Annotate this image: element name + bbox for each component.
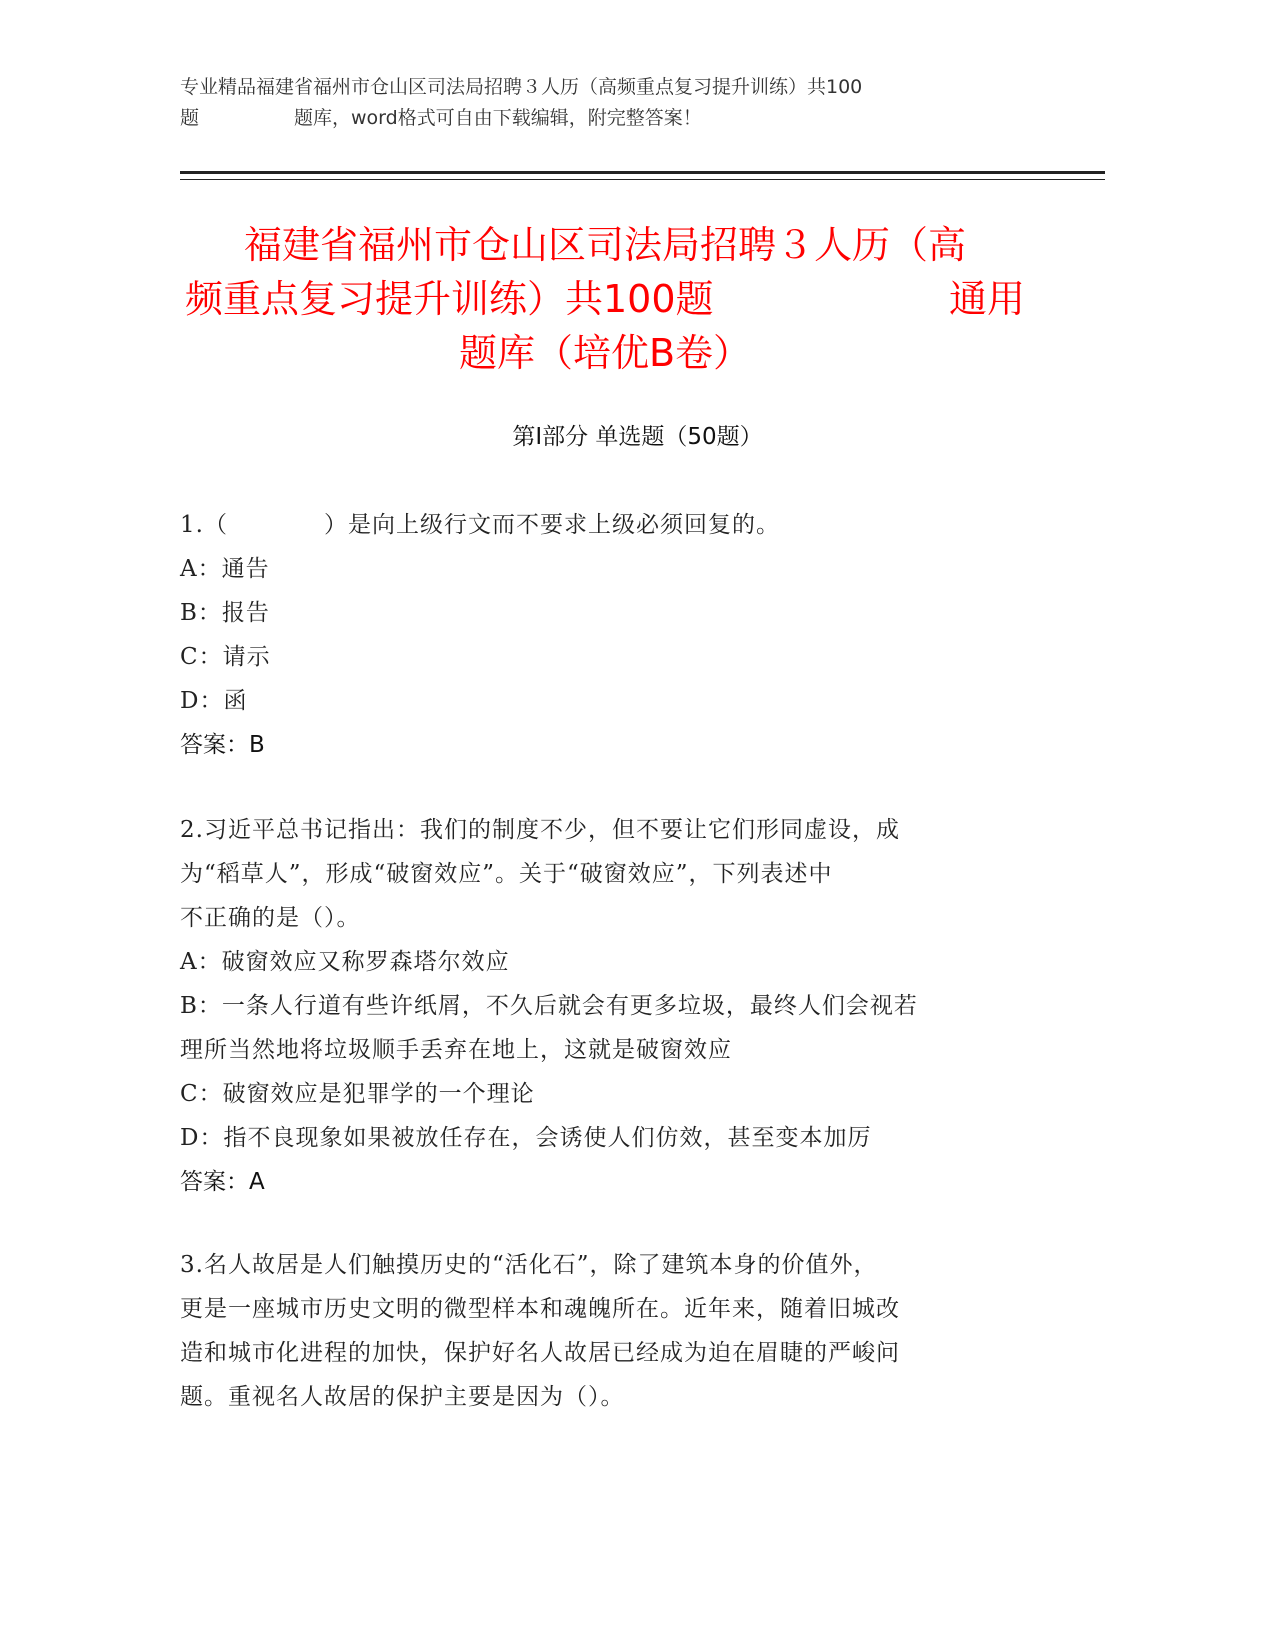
header-rule-thin [180,179,1105,180]
question-2-stem-line-1: 2.习近平总书记指出：我们的制度不少，但不要让它们形同虚设，成 [180,817,900,843]
header-line-2-prefix: 题 [180,107,200,129]
title-line-2 [185,272,1025,326]
title-line-2-right: 通用 [948,277,1025,321]
question-2-option-b-line-2: 理所当然地将垃圾顺手丢弃在地上，这就是破窗效应 [180,1037,732,1063]
question-2-option-b-line-1: B：一条人行道有些许纸屑，不久后就会有更多垃圾，最终人们会视若 [180,993,918,1019]
header-line-2 [180,103,1110,134]
question-2-stem-line-2: 为“稻草人”，形成“破窗效应”。关于“破窗效应”，下列表述中 [180,861,833,887]
question-3-stem-line-2: 更是一座城市历史文明的微型样本和魂魄所在。近年来，随着旧城改 [180,1296,900,1322]
header-rule-thick [180,171,1105,174]
question-3-stem-line-1: 3.名人故居是人们触摸历史的“活化石”，除了建筑本身的价值外， [180,1252,878,1278]
question-1-stem: 1.（ ）是向上级行文而不要求上级必须回复的。 [180,512,780,538]
question-1-option-b: B：报告 [180,600,270,626]
document-title [185,218,1025,380]
question-1-option-d: D：函 [180,688,248,714]
title-line-2-left: 频重点复习提升训练）共100题 [185,277,714,321]
question-3-stem-line-4: 题。重视名人故居的保护主要是因为（）。 [180,1384,625,1410]
question-3 [180,1243,1040,1419]
question-2-option-d: D：指不良现象如果被放任存在，会诱使人们仿效，甚至变本加厉 [180,1125,872,1151]
header-line-1: 专业精品福建省福州市仓山区司法局招聘３人历（高频重点复习提升训练）共100 [180,76,863,98]
title-line-1: 福建省福州市仓山区司法局招聘３人历（高 [243,223,966,267]
question-2 [180,808,1040,1204]
question-1-answer: 答案：B [180,732,265,758]
question-1 [180,503,1040,767]
question-2-answer: 答案：A [180,1169,265,1195]
header-line-2-rest: 题库，word格式可自由下载编辑，附完整答案！ [294,107,702,129]
question-2-option-a: A：破窗效应又称罗森塔尔效应 [180,949,510,975]
question-2-option-c: C：破窗效应是犯罪学的一个理论 [180,1081,535,1107]
question-1-option-c: C：请示 [180,644,271,670]
question-2-stem-line-3: 不正确的是（）。 [180,905,361,931]
question-3-stem-line-3: 造和城市化进程的加快，保护好名人故居已经成为迫在眉睫的严峻问 [180,1340,900,1366]
section-title: 第Ⅰ部分 单选题（50题） [512,424,763,450]
question-1-option-a: A：通告 [180,556,270,582]
page-header [180,72,1110,134]
title-line-3: 题库（培优B卷） [458,331,752,375]
